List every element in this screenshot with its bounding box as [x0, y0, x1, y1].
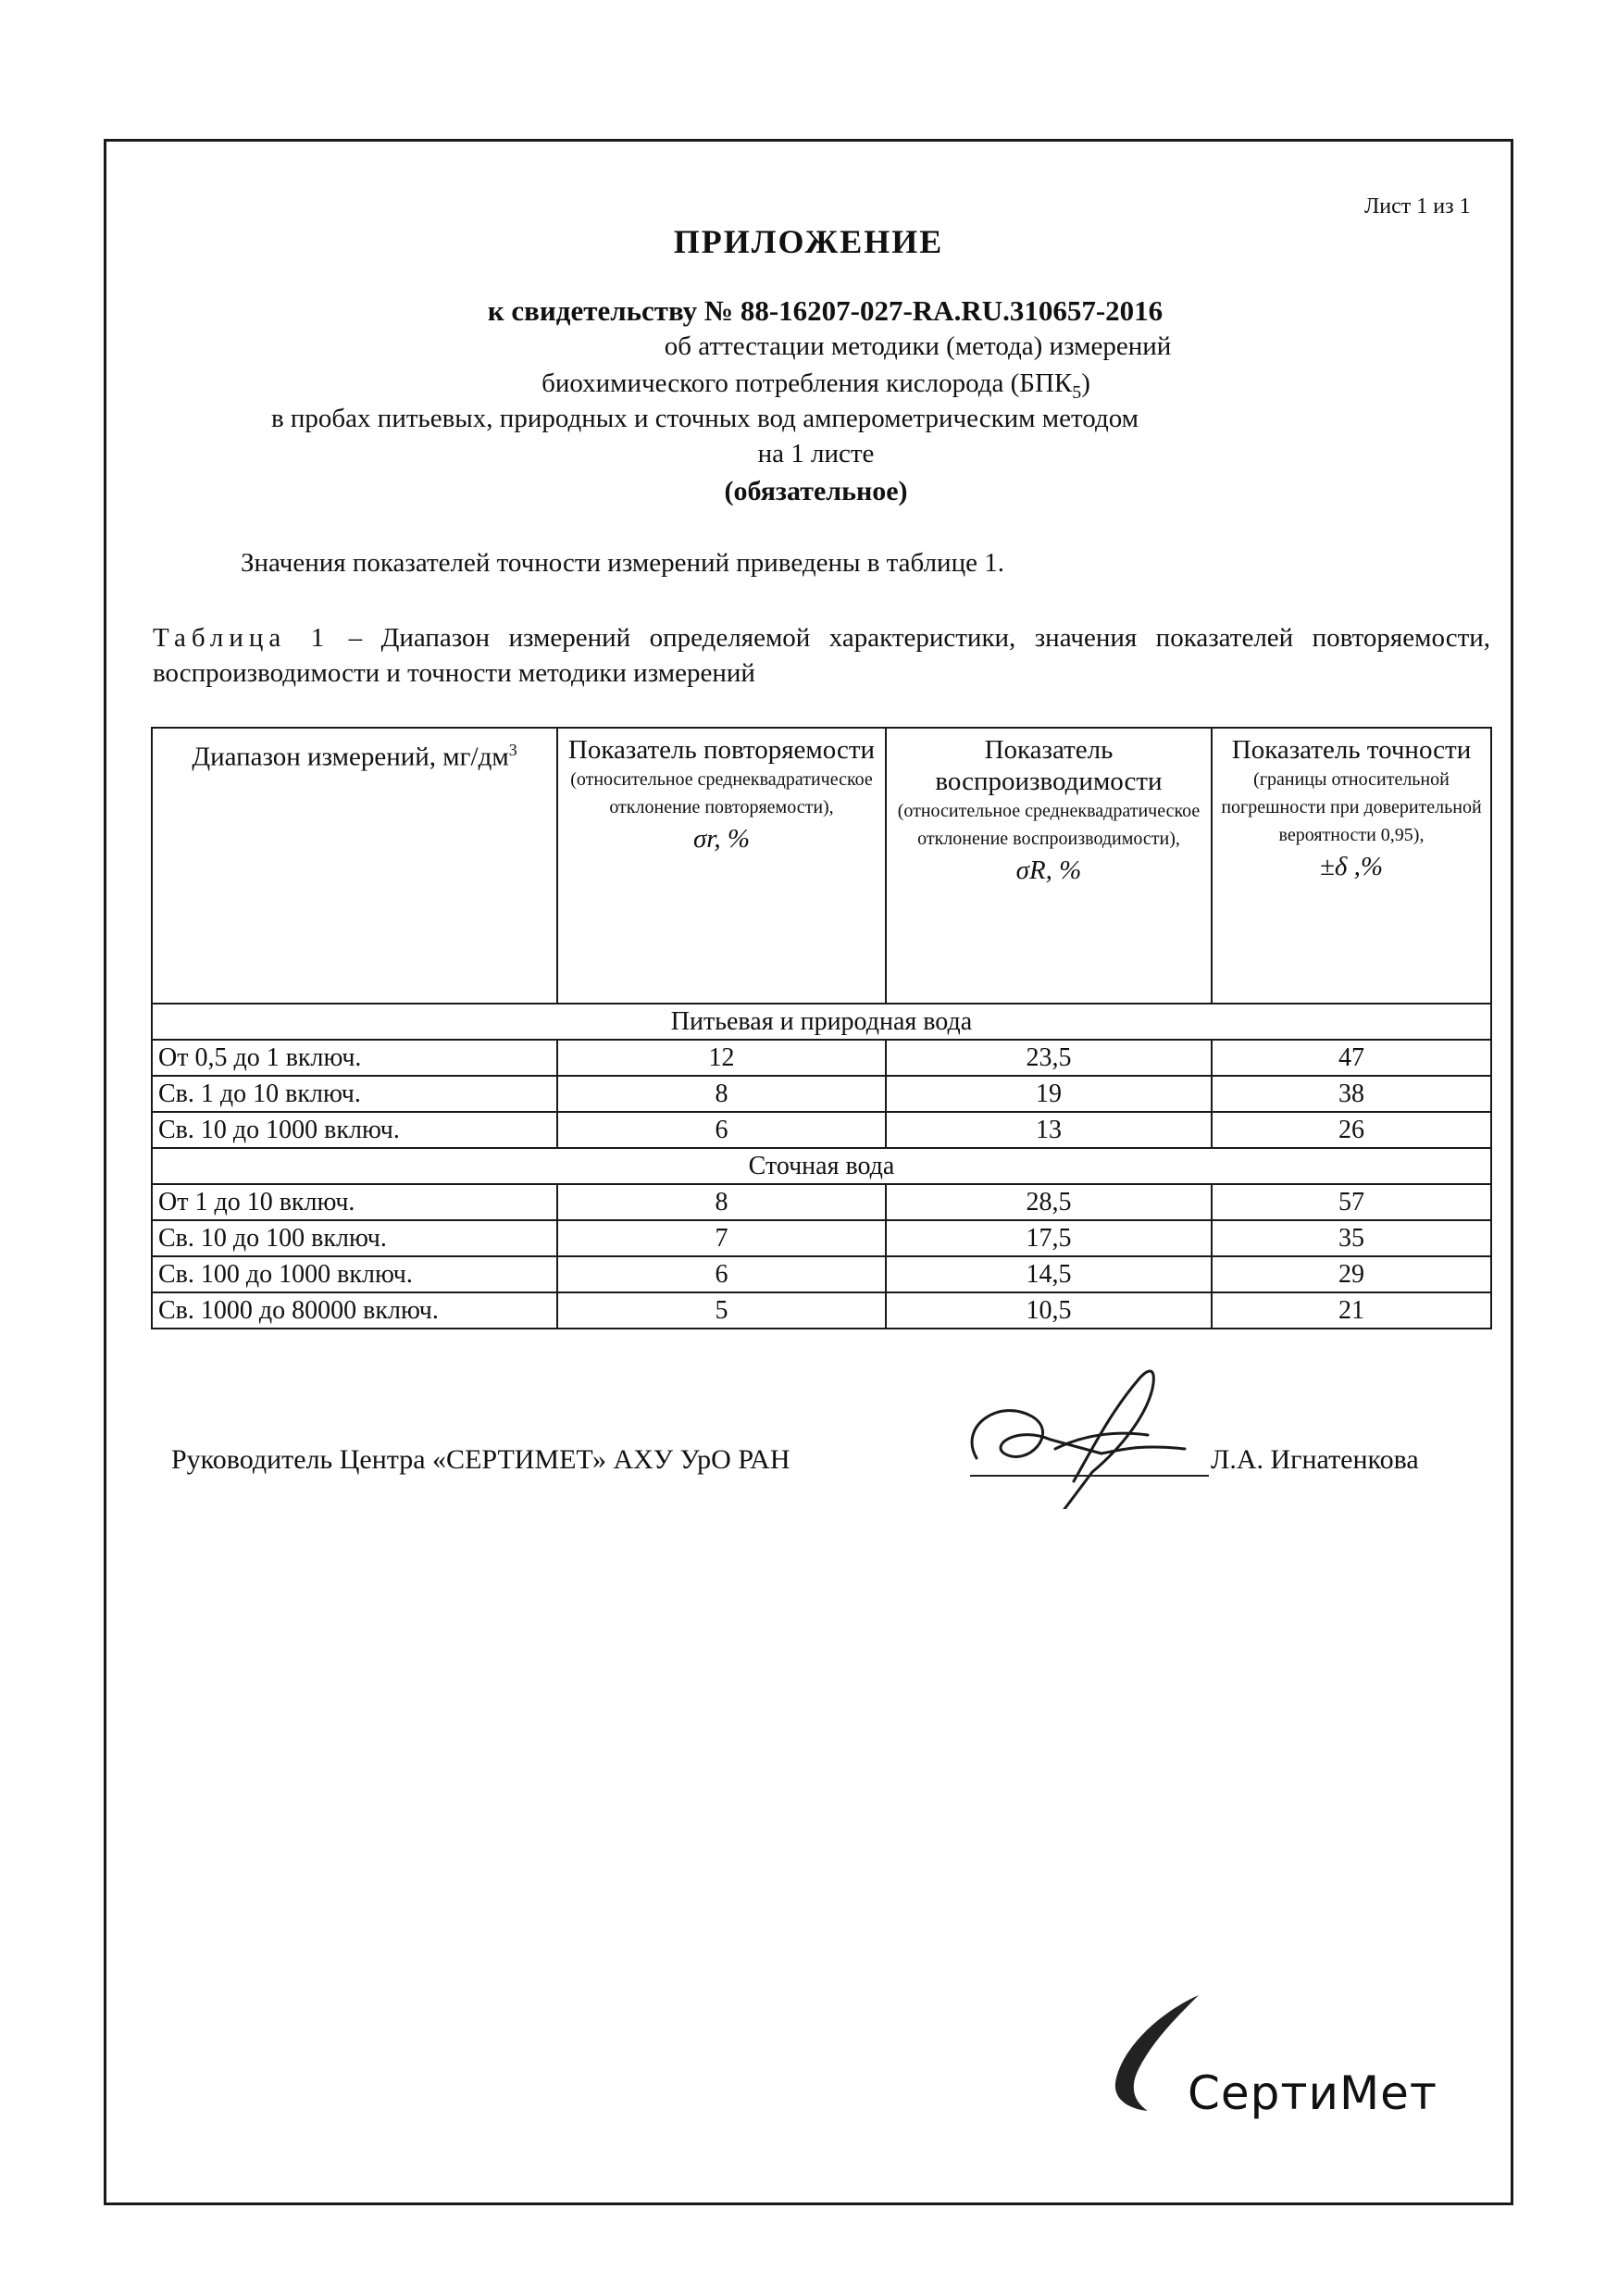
cell-repeatability: 5: [557, 1292, 886, 1329]
header-line-5: на 1 листе: [757, 439, 875, 468]
certimet-logo-text: СертиМет: [1188, 2066, 1438, 2120]
header-line-3-text: биохимического потребления кислорода (БПК: [541, 368, 1073, 398]
cell-reproducibility: 13: [886, 1112, 1212, 1148]
table-row: [152, 1256, 1491, 1292]
cell-accuracy: 38: [1212, 1076, 1491, 1112]
header-repeatability-desc: (относительное среднеквадратическое отклонение повторяемости),: [570, 769, 873, 817]
cell-reproducibility: 14,5: [886, 1256, 1212, 1292]
cell-range: Св. 100 до 1000 включ.: [152, 1256, 557, 1292]
cell-range: Св. 10 до 100 включ.: [152, 1220, 557, 1256]
cell-reproducibility: 19: [886, 1076, 1212, 1112]
signatory-role: Руководитель Центра «СЕРТИМЕТ» АХУ УрО РАН: [171, 1444, 790, 1475]
cell-reproducibility: 10,5: [886, 1292, 1212, 1329]
header-line-2: об аттестации методики (метода) измерений: [664, 331, 1172, 361]
header-reproducibility: [886, 728, 1212, 1004]
section-row: [152, 1148, 1491, 1184]
header-accuracy-label: Показатель точности: [1231, 735, 1472, 765]
header-repeatability: [557, 728, 886, 1004]
cell-accuracy: 21: [1212, 1292, 1491, 1329]
table-header-row: [152, 728, 1491, 1004]
cell-accuracy: 35: [1212, 1220, 1491, 1256]
signature-line: [970, 1475, 1209, 1477]
table-caption-label: Таблица 1: [153, 623, 330, 653]
header-accuracy-symbol: ±δ ,%: [1319, 852, 1384, 881]
header-accuracy-desc: (границы относительной погрешности при доверительной вероятности 0,95),: [1221, 769, 1482, 845]
table-row: [152, 1076, 1491, 1112]
cell-range: Св. 1000 до 80000 включ.: [152, 1292, 557, 1329]
intro-text: Значения показателей точности измерений приведены в таблице 1.: [241, 548, 1004, 578]
header-repeatability-symbol: σr, %: [692, 824, 751, 854]
header-range: [152, 728, 557, 1004]
cell-range: Св. 10 до 1000 включ.: [152, 1112, 557, 1148]
header-range-label: Диапазон измерений, мг/дм: [192, 742, 509, 772]
header-range-sup: 3: [508, 741, 517, 759]
table-caption-text: – Диапазон измерений определяемой характеристики, значения показателей повторяемости, воспроизводимости и точности методики измерений: [153, 623, 1491, 688]
cell-range: Св. 1 до 10 включ.: [152, 1076, 557, 1112]
cell-repeatability: 8: [557, 1184, 886, 1220]
header-reproducibility-symbol: σR, %: [1015, 855, 1082, 885]
cell-accuracy: 57: [1212, 1184, 1491, 1220]
table-row: [152, 1184, 1491, 1220]
header-line-6: (обязательное): [724, 476, 908, 506]
accuracy-table: [151, 727, 1492, 1329]
cell-range: От 1 до 10 включ.: [152, 1184, 557, 1220]
cell-accuracy: 29: [1212, 1256, 1491, 1292]
header-reproducibility-desc: (относительное среднеквадратическое отклонение воспроизводимости),: [897, 801, 1201, 849]
cell-reproducibility: 28,5: [886, 1184, 1212, 1220]
header-line-3-subscript: 5: [1072, 381, 1082, 403]
document-title: ПРИЛОЖЕНИЕ: [673, 223, 944, 260]
table-row: [152, 1292, 1491, 1329]
table-row: [152, 1112, 1491, 1148]
cell-range: От 0,5 до 1 включ.: [152, 1040, 557, 1076]
header-reproducibility-label: Показатель воспроизводимости: [935, 735, 1163, 796]
signatory-name: Л.А. Игнатенкова: [1211, 1444, 1419, 1475]
section-title: Питьевая и природная вода: [152, 1004, 1491, 1040]
cell-reproducibility: 23,5: [886, 1040, 1212, 1076]
section-row: [152, 1004, 1491, 1040]
header-line-4: в пробах питьевых, природных и сточных вод амперометрическим методом: [270, 404, 1139, 433]
cell-repeatability: 12: [557, 1040, 886, 1076]
handwritten-signature: [963, 1361, 1203, 1509]
table-row: [152, 1040, 1491, 1076]
cell-repeatability: 6: [557, 1256, 886, 1292]
sheet-label: Лист 1 из 1: [1364, 194, 1471, 218]
cell-repeatability: 8: [557, 1076, 886, 1112]
header-accuracy: [1212, 728, 1491, 1004]
table-row: [152, 1220, 1491, 1256]
certificate-line: к свидетельству № 88-16207-027-RA.RU.310657-2016: [487, 294, 1164, 327]
cell-repeatability: 6: [557, 1112, 886, 1148]
cell-repeatability: 7: [557, 1220, 886, 1256]
cell-accuracy: 47: [1212, 1040, 1491, 1076]
cell-reproducibility: 17,5: [886, 1220, 1212, 1256]
header-repeatability-label: Показатель повторяемости: [567, 735, 876, 765]
table-caption: [153, 620, 1490, 691]
cell-accuracy: 26: [1212, 1112, 1491, 1148]
header-line-3: [111, 368, 1521, 404]
header-line-3-end: ): [1081, 368, 1090, 398]
section-title: Сточная вода: [152, 1148, 1491, 1184]
